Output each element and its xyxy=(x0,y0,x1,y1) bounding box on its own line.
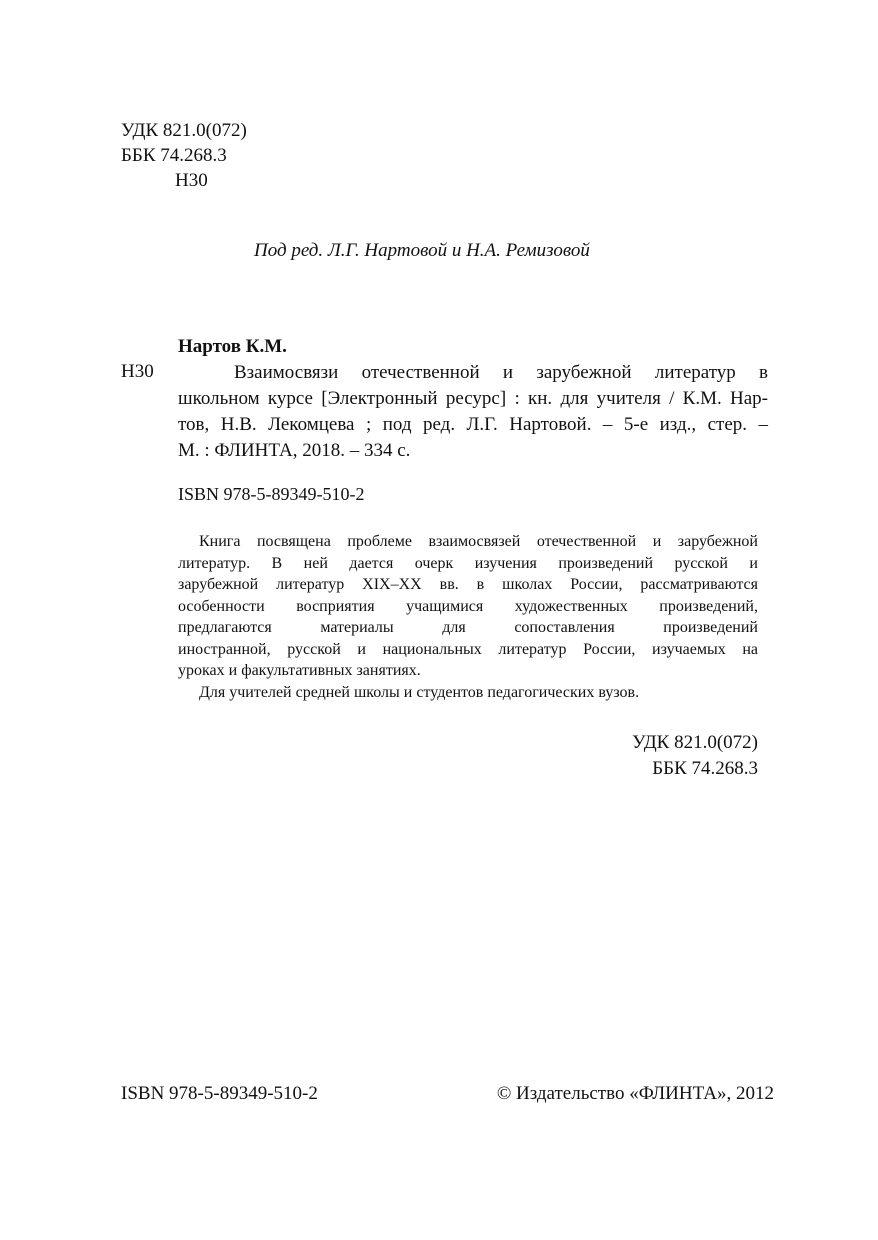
editors-line: Под ред. Л.Г. Нартовой и Н.А. Ремизовой xyxy=(254,240,590,261)
udk-code-top: УДК 821.0(072) xyxy=(121,120,247,141)
entry-line: Взаимосвязи отечественной и зарубежной литератур в xyxy=(234,362,768,383)
annotation-line: уроках и факультативных занятиях. xyxy=(178,662,421,679)
annotation-line: предлагаются материалы для сопоставления произведений xyxy=(178,619,758,636)
entry-line: М. : ФЛИНТА, 2018. – 334 с. xyxy=(178,440,411,461)
annotation-audience: Для учителей средней школы и студентов педагогических вузов. xyxy=(199,683,640,701)
entry-line: тов, Н.В. Лекомцева ; под ред. Л.Г. Нартовой. – 5-е изд., стер. – xyxy=(178,414,768,435)
annotation-line: особенности восприятия учащимися художественных произведений, xyxy=(178,597,758,615)
annotation-line: литератур. В ней дается очерк изучения произведений русской и xyxy=(178,554,758,572)
author-heading: Нартов К.М. xyxy=(178,336,287,357)
isbn-entry: ISBN 978-5-89349-510-2 xyxy=(178,484,365,504)
bbk-code-bottom: ББК 74.268.3 xyxy=(652,758,758,779)
annotation-line: иностранной, русской и национальных литератур России, изучаемых на xyxy=(178,640,758,658)
annotation-line: Книга посвящена проблеме взаимосвязей отечественной и зарубежной xyxy=(199,533,758,550)
annotation-line: зарубежной литератур XIX–XX вв. в школах России, рассматриваются xyxy=(178,576,758,593)
udk-code-bottom: УДК 821.0(072) xyxy=(632,732,758,753)
bibliographic-entry xyxy=(178,360,768,464)
footer-isbn: ISBN 978-5-89349-510-2 xyxy=(121,1083,318,1104)
author-mark-top: Н30 xyxy=(175,170,208,191)
bbk-code-top: ББК 74.268.3 xyxy=(121,145,227,166)
footer-copyright: © Издательство «ФЛИНТА», 2012 xyxy=(496,1083,774,1104)
author-mark-entry: Н30 xyxy=(121,361,154,382)
annotation xyxy=(178,531,758,703)
entry-line: школьном курсе [Электронный ресурс] : кн. для учителя / К.М. Нар- xyxy=(178,388,768,409)
